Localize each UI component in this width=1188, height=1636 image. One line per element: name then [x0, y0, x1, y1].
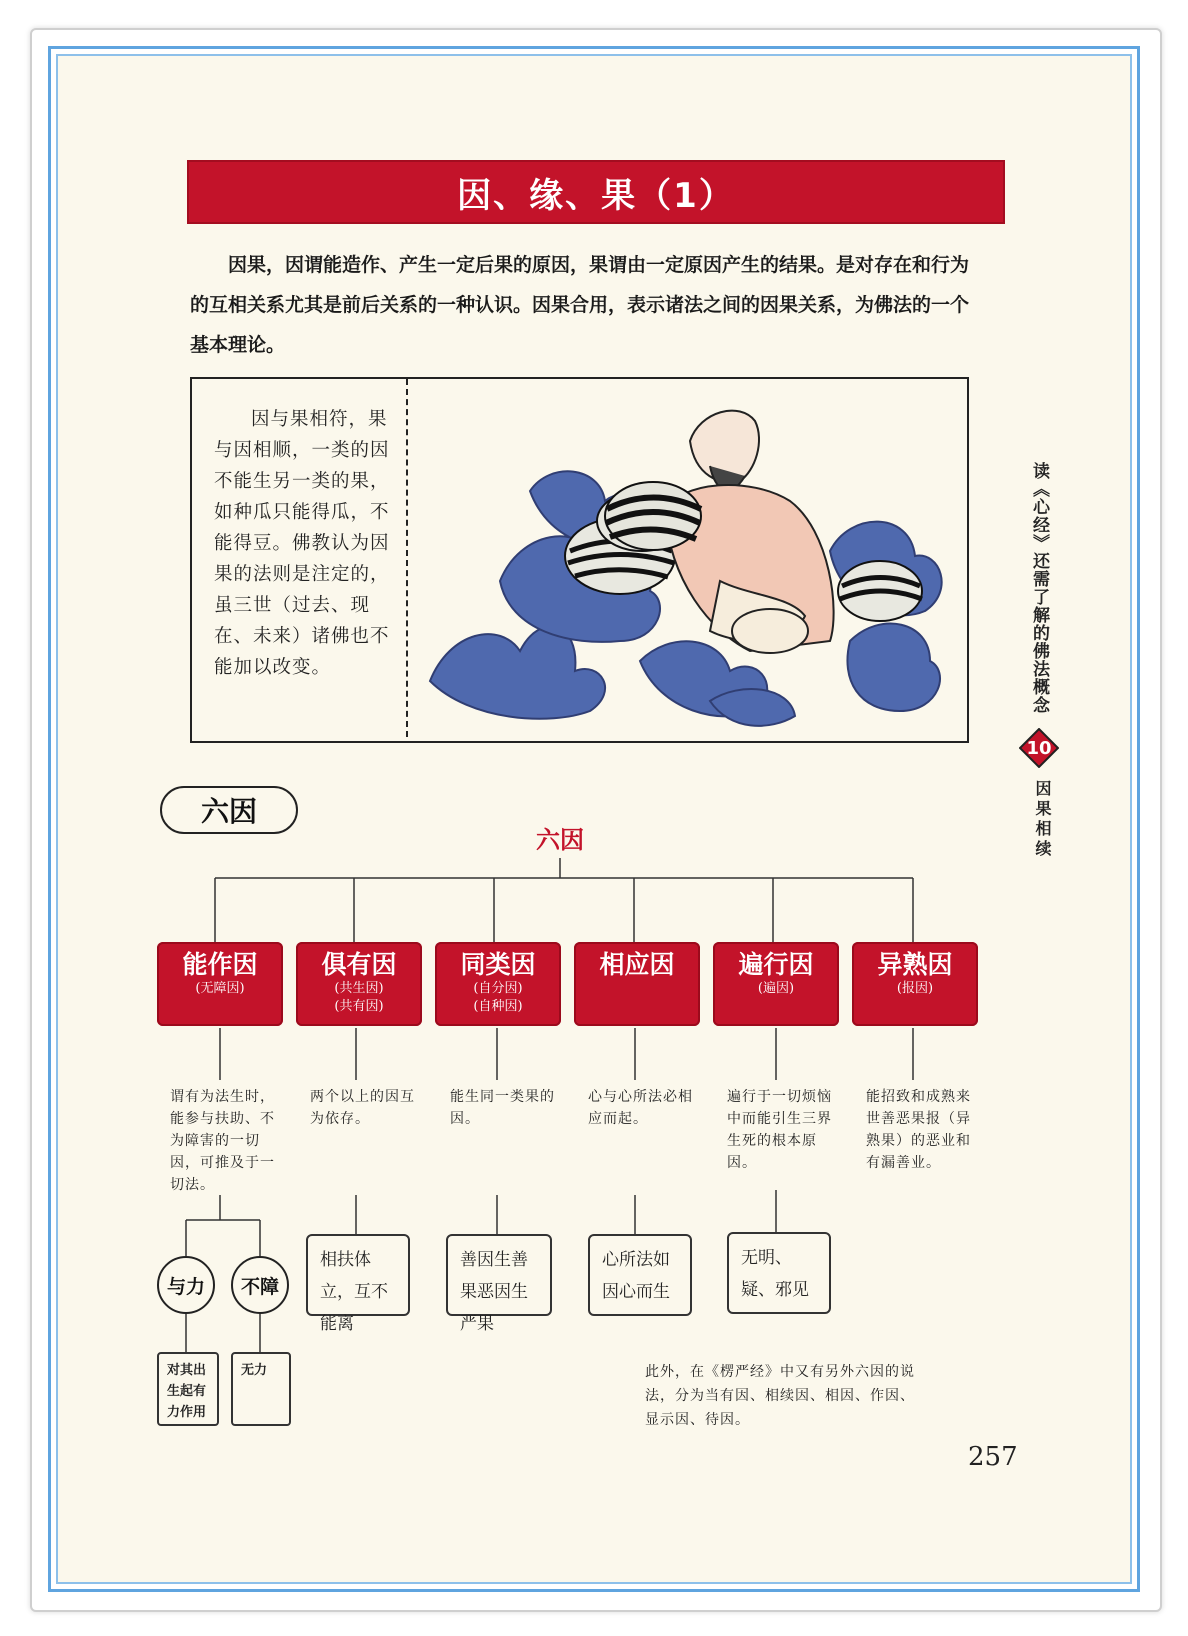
cause-box-neng-zuo: 能作因 (无障因): [157, 942, 283, 1026]
cause-desc: 两个以上的因互为依存。: [310, 1089, 415, 1127]
page-title: 因、缘、果（1）: [457, 175, 735, 216]
example-box: 心所法如因心而生: [588, 1234, 692, 1316]
intro-text: 因果，因谓能造作、产生一定后果的原因，果谓由一定原因产生的结果。是对存在和行为的互相关系尤其是前后关系的一种认识。因果合用，表示诸法之间的因果关系，为佛法的一个基本理论。: [190, 254, 970, 356]
illustration-caption: 因与果相符，果与因相顺，一类的因不能生另一类的果，如种瓜只能得瓜，不能得豆。佛教认为因果的法则是注定的，虽三世（过去、现在、未来）诸佛也不能加以改变。: [214, 409, 390, 678]
cause-box-tong-lei: 同类因 (自分因) (自种因): [435, 942, 561, 1026]
cause-desc: 能生同一类果的因。: [450, 1089, 555, 1127]
tree-root-label: 六因: [536, 826, 584, 854]
branch-circle-bu-zhang: 不障: [231, 1256, 289, 1314]
cause-box-yi-shu: 异熟因 (报因): [852, 942, 978, 1026]
branch-detail-box: 对其出生起有力作用: [157, 1352, 219, 1426]
example-box: 善因生善果恶因生严果: [446, 1234, 552, 1316]
page-number: 257: [968, 1442, 1018, 1472]
branch-circle-yu-li: 与力: [157, 1256, 215, 1314]
section-label: 六因: [160, 786, 298, 834]
cause-desc: 能招致和成熟来世善恶果报（异熟果）的恶业和有漏善业。: [866, 1089, 971, 1171]
footnote: 此外，在《楞严经》中又有另外六因的说法，分为当有因、相续因、相因、作因、显示因、待因。: [645, 1364, 915, 1428]
example-box: 相扶体立，互不能离: [306, 1234, 410, 1316]
cause-desc: 谓有为法生时，能参与扶助、不为障害的一切因，可推及于一切法。: [170, 1089, 275, 1193]
cause-box-ju-you: 俱有因 (共生因) (共有因): [296, 942, 422, 1026]
chapter-number: 10: [1026, 737, 1052, 759]
cause-desc: 遍行于一切烦恼中而能引生三界生死的根本原因。: [727, 1089, 832, 1171]
example-box: 无明、疑、邪见: [727, 1232, 831, 1314]
cause-box-bian-xing: 遍行因 (遍因): [713, 942, 839, 1026]
cause-desc: 心与心所法必相应而起。: [588, 1089, 693, 1127]
cause-box-xiang-ying: 相应因: [574, 942, 700, 1026]
chapter-title: 因果相续: [1033, 780, 1052, 860]
branch-detail-box: 无力: [231, 1352, 291, 1426]
running-title: 读《心经》还需了解的佛法概念: [1029, 462, 1049, 714]
